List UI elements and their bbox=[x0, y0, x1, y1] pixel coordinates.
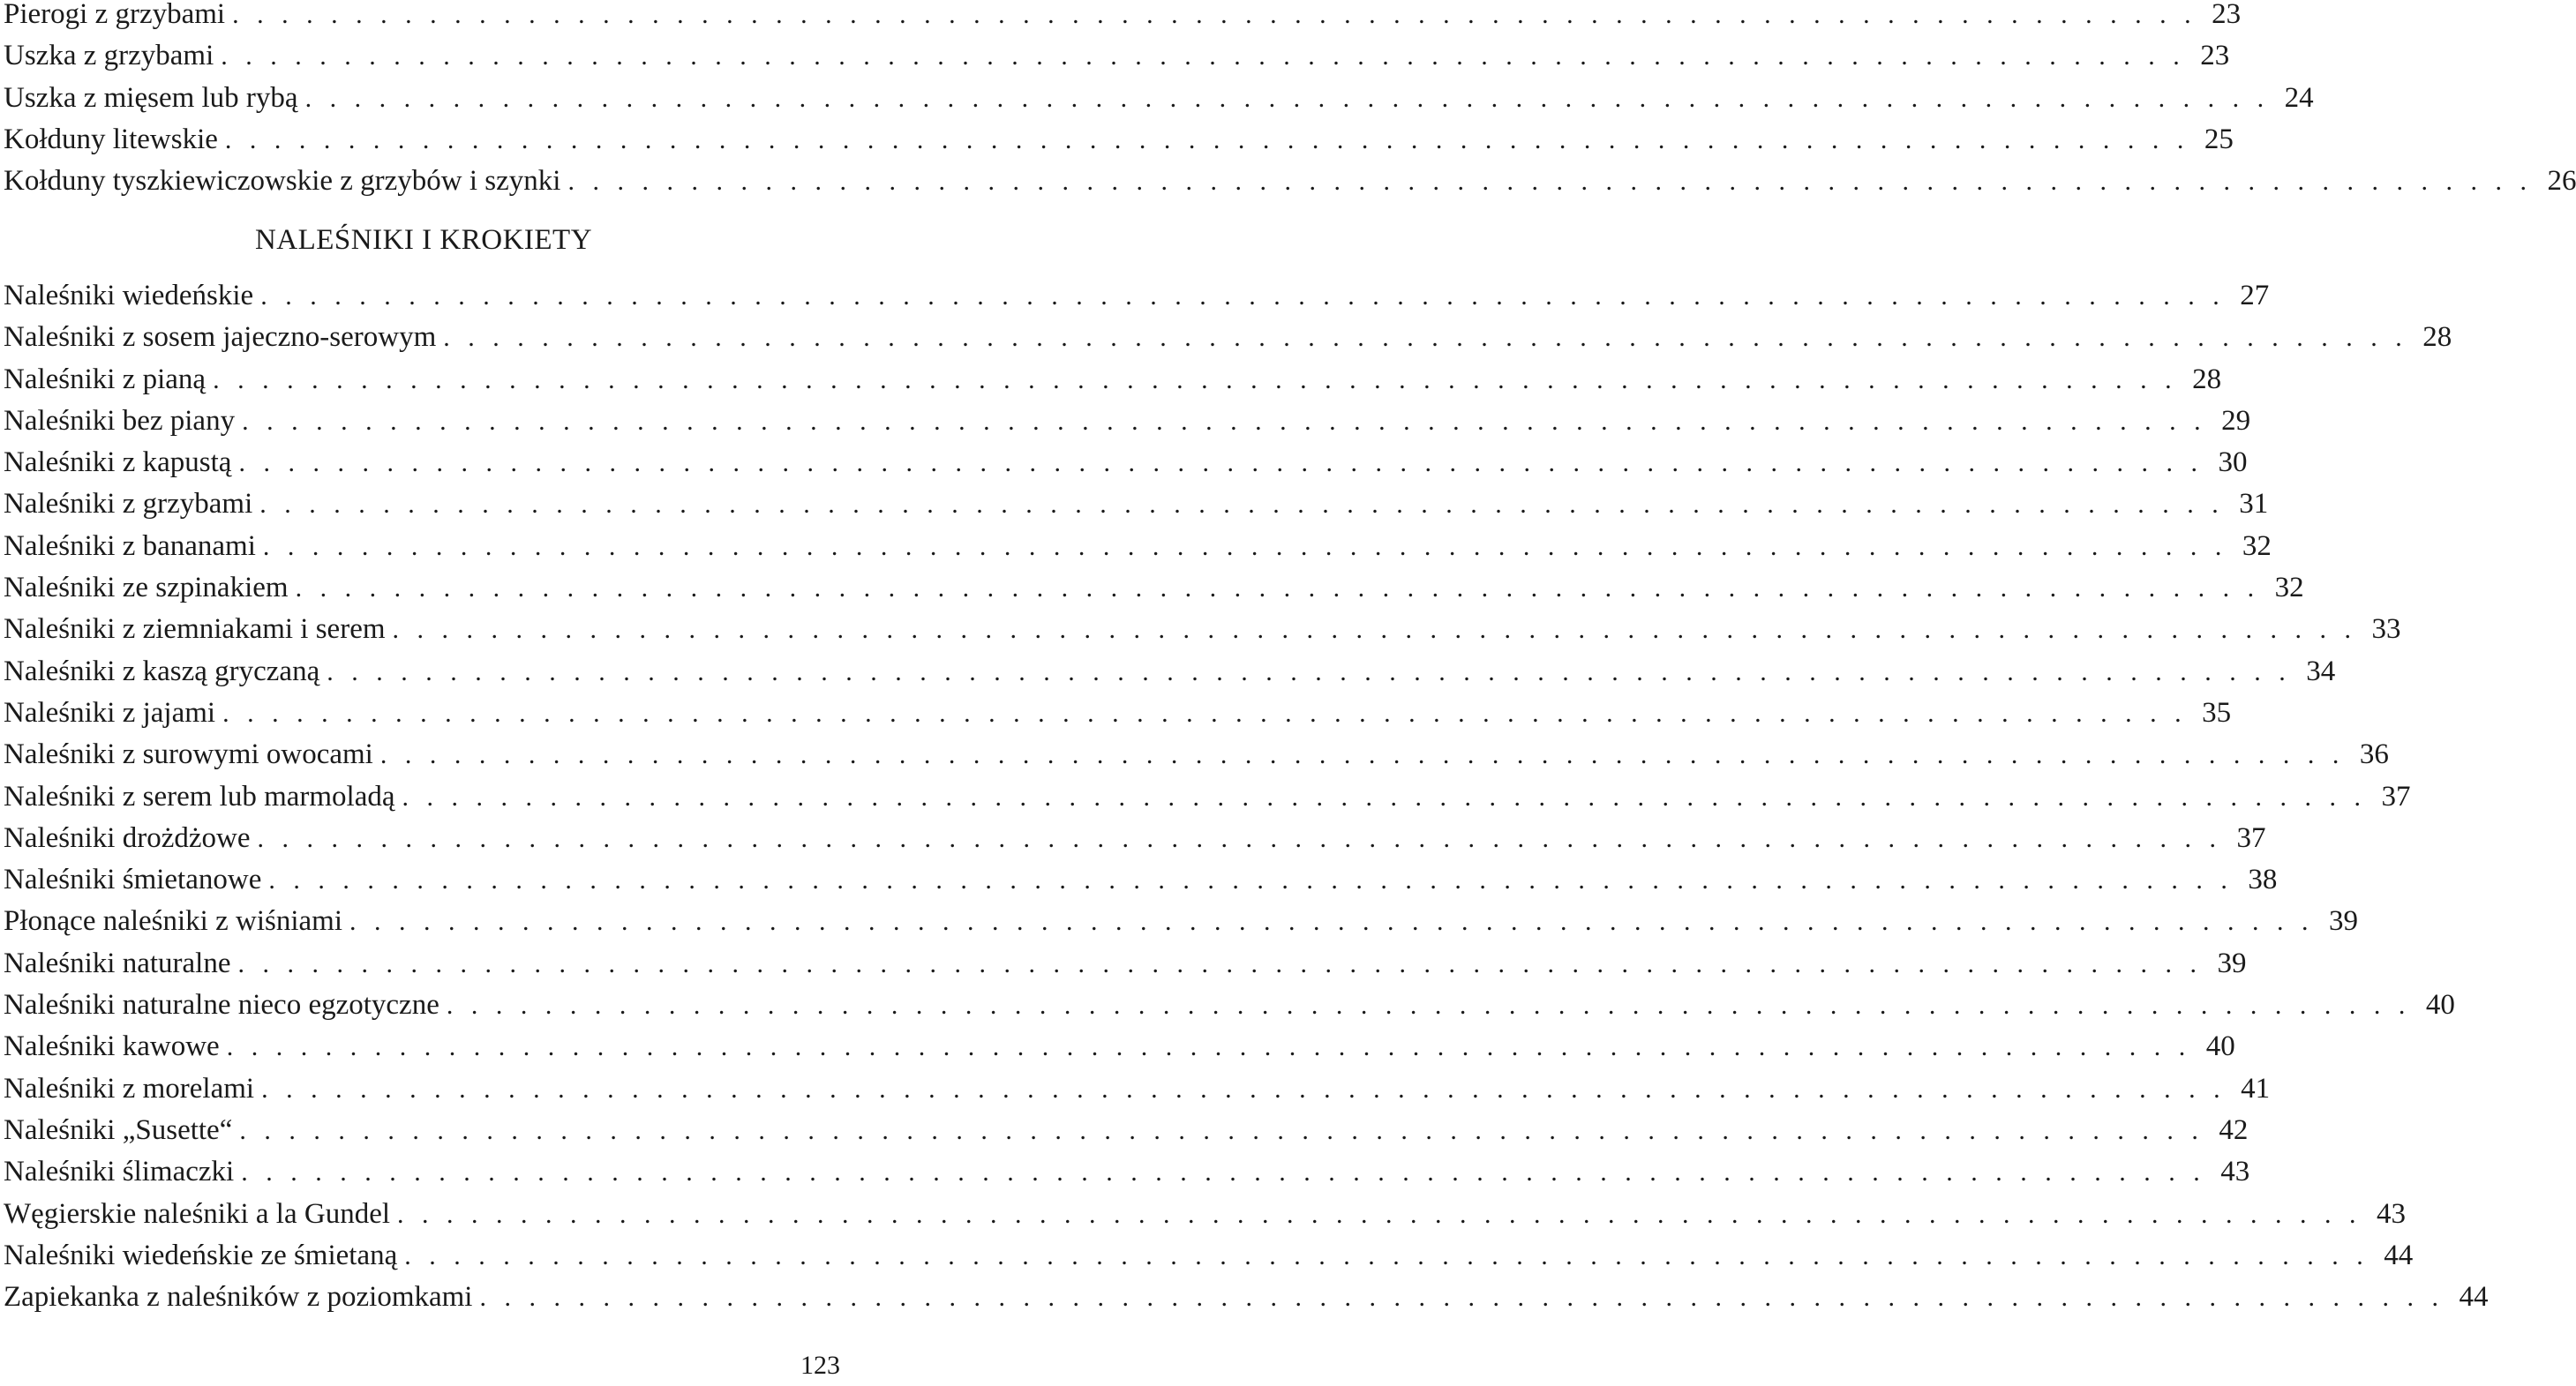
toc-entry-title: Naleśniki kawowe bbox=[4, 1030, 220, 1063]
toc-list-top bbox=[4, 0, 2576, 202]
toc-entry bbox=[4, 651, 2336, 693]
toc-entry-page: 38 bbox=[2248, 864, 2278, 896]
dot-leader: . . . . . . . . . . . . . . . . . . . . . . . . . . . . . . . . . . . . . . . . . . . . . . . . . . . . . . . . . . . . . . . . . . . . . . . . . . . . . . . . bbox=[295, 573, 2260, 603]
dot-leader: . . . . . . . . . . . . . . . . . . . . . . . . . . . . . . . . . . . . . . . . . . . . . . . . . . . . . . . . . . . . . . . . . . . . . . . . . . . . . . . . bbox=[262, 531, 2227, 561]
toc-entry-page: 26 bbox=[2547, 165, 2576, 198]
dot-leader: . . . . . . . . . . . . . . . . . . . . . . . . . . . . . . . . . . . . . . . . . . . . . . . . . . . . . . . . . . . . . . . . . . . . . . . . . . . . . . . . bbox=[241, 1157, 2206, 1187]
toc-entry bbox=[4, 1235, 2414, 1277]
toc-entry bbox=[4, 483, 2269, 525]
toc-entry-page: 25 bbox=[2204, 123, 2234, 155]
toc-entry-title: Zapiekanka z naleśników z poziomkami bbox=[4, 1281, 473, 1314]
toc-entry-title: Kołduny litewskie bbox=[4, 123, 218, 155]
toc-entry-page: 43 bbox=[2220, 1156, 2250, 1188]
toc-entry-title: Uszka z grzybami bbox=[4, 40, 214, 72]
dot-leader: . . . . . . . . . . . . . . . . . . . . . . . . . . . . . . . . . . . . . . . . . . . . . . . . . . . . . . . . . . . . . . . . . . . . . . . . . . . . . . . . bbox=[397, 1199, 2362, 1229]
dot-leader: . . . . . . . . . . . . . . . . . . . . . . . . . . . . . . . . . . . . . . . . . . . . . . . . . . . . . . . . . . . . . . . . . . . . . . . . . . . . . . . . bbox=[379, 740, 2345, 770]
toc-entry-page: 28 bbox=[2422, 321, 2452, 354]
toc-entry bbox=[4, 442, 2248, 483]
dot-leader: . . . . . . . . . . . . . . . . . . . . . . . . . . . . . . . . . . . . . . . . . . . . . . . . . . . . . . . . . . . . . . . . . . . . . . . . . . . . . . . . bbox=[239, 1115, 2204, 1145]
toc-entry bbox=[4, 609, 2401, 650]
toc-entry-title: Naleśniki ślimaczki bbox=[4, 1156, 235, 1188]
toc-entry-page: 35 bbox=[2202, 696, 2232, 729]
toc-entry-title: Naleśniki śmietanowe bbox=[4, 864, 262, 896]
toc-entry-title: Naleśniki ze szpinakiem bbox=[4, 572, 289, 604]
dot-leader: . . . . . . . . . . . . . . . . . . . . . . . . . . . . . . . . . . . . . . . . . . . . . . . . . . . . . . . . . . . . . . . . . . . . . . . . . . . . . . . . bbox=[238, 448, 2204, 478]
dot-leader: . . . . . . . . . . . . . . . . . . . . . . . . . . . . . . . . . . . . . . . . . . . . . . . . . . . . . . . . . . . . . . . . . . . . . . . . . . . . . . . . bbox=[257, 823, 2222, 853]
dot-leader: . . . . . . . . . . . . . . . . . . . . . . . . . . . . . . . . . . . . . . . . . . . . . . . . . . . . . . . . . . . . . . . . . . . . . . . . . . . . . . . . bbox=[213, 364, 2178, 394]
dot-leader: . . . . . . . . . . . . . . . . . . . . . . . . . . . . . . . . . . . . . . . . . . . . . . . . . . . . . . . . . . . . . . . . . . . . . . . . . . . . . . . . bbox=[259, 490, 2225, 520]
toc-entry bbox=[4, 818, 2266, 859]
toc-entry-page: 30 bbox=[2218, 446, 2248, 479]
toc-entry-page: 29 bbox=[2221, 404, 2251, 437]
toc-entry bbox=[4, 35, 2230, 77]
toc-entry-title: Naleśniki bez piany bbox=[4, 404, 236, 437]
toc-entry bbox=[4, 901, 2358, 942]
dot-leader: . . . . . . . . . . . . . . . . . . . . . . . . . . . . . . . . . . . . . . . . . . . . . . . . . . . . . . . . . . . . . . . . . . . . . . . . . . . . . . . . bbox=[392, 615, 2357, 645]
toc-entry-title: Naleśniki z bananami bbox=[4, 529, 256, 562]
section-heading: NALEŚNIKI I KROKIETY bbox=[254, 224, 593, 256]
toc-entry bbox=[4, 776, 2411, 818]
dot-leader: . . . . . . . . . . . . . . . . . . . . . . . . . . . . . . . . . . . . . . . . . . . . . . . . . . . . . . . . . . . . . . . . . . . . . . . . . . . . . . . . bbox=[261, 1074, 2227, 1104]
toc-entry bbox=[4, 1194, 2407, 1235]
dot-leader: . . . . . . . . . . . . . . . . . . . . . . . . . . . . . . . . . . . . . . . . . . . . . . . . . . . . . . . . . . . . . . . . . . . . . . . . . . . . . . . . bbox=[567, 167, 2533, 197]
toc-entry-page: 40 bbox=[2205, 1030, 2235, 1063]
toc-entry-title: Płonące naleśniki z wiśniami bbox=[4, 905, 342, 938]
toc-entry bbox=[4, 78, 2314, 119]
toc-entry-title: Kołduny tyszkiewiczowskie z grzybów i szynki bbox=[4, 165, 561, 198]
toc-entry-title: Naleśniki z ziemniakami i serem bbox=[4, 613, 386, 646]
toc-entry-title: Naleśniki wiedeńskie bbox=[4, 280, 254, 311]
toc-entry-page: 40 bbox=[2425, 989, 2455, 1022]
toc-entry-title: Naleśniki z kapustą bbox=[4, 446, 232, 479]
toc-entry bbox=[4, 1068, 2271, 1110]
toc-entry-title: Naleśniki z surowymi owocami bbox=[4, 738, 373, 771]
toc-entry-page: 37 bbox=[2381, 780, 2411, 813]
toc-entry-page: 32 bbox=[2274, 572, 2304, 604]
dot-leader: . . . . . . . . . . . . . . . . . . . . . . . . . . . . . . . . . . . . . . . . . . . . . . . . . . . . . . . . . . . . . . . . . . . . . . . . . . . . . . . . bbox=[260, 281, 2226, 311]
dot-leader: . . . . . . . . . . . . . . . . . . . . . . . . . . . . . . . . . . . . . . . . . . . . . . . . . . . . . . . . . . . . . . . . . . . . . . . . . . . . . . . . bbox=[446, 991, 2411, 1021]
toc-entry bbox=[4, 359, 2222, 401]
dot-leader: . . . . . . . . . . . . . . . . . . . . . . . . . . . . . . . . . . . . . . . . . . . . . . . . . . . . . . . . . . . . . . . . . . . . . . . . . . . . . . . . bbox=[232, 0, 2197, 29]
dot-leader: . . . . . . . . . . . . . . . . . . . . . . . . . . . . . . . . . . . . . . . . . . . . . . . . . . . . . . . . . . . . . . . . . . . . . . . . . . . . . . . . bbox=[268, 865, 2234, 895]
toc-entry bbox=[4, 859, 2278, 901]
toc-entry-title: Naleśniki z morelami bbox=[4, 1072, 255, 1105]
dot-leader: . . . . . . . . . . . . . . . . . . . . . . . . . . . . . . . . . . . . . . . . . . . . . . . . . . . . . . . . . . . . . . . . . . . . . . . . . . . . . . . . bbox=[226, 1032, 2191, 1062]
dot-leader: . . . . . . . . . . . . . . . . . . . . . . . . . . . . . . . . . . . . . . . . . . . . . . . . . . . . . . . . . . . . . . . . . . . . . . . . . . . . . . . . bbox=[221, 41, 2186, 71]
toc-list-main bbox=[4, 275, 2489, 1318]
toc-entry-title: Uszka z mięsem lub rybą bbox=[4, 81, 298, 114]
toc-entry-page: 31 bbox=[2239, 488, 2269, 521]
dot-leader: . . . . . . . . . . . . . . . . . . . . . . . . . . . . . . . . . . . . . . . . . . . . . . . . . . . . . . . . . . . . . . . . . . . . . . . . . . . . . . . . bbox=[237, 948, 2203, 978]
toc-entry bbox=[4, 567, 2304, 609]
toc-entry-title: Naleśniki z jajami bbox=[4, 696, 216, 729]
dot-leader: . . . . . . . . . . . . . . . . . . . . . . . . . . . . . . . . . . . . . . . . . . . . . . . . . . . . . . . . . . . . . . . . . . . . . . . . . . . . . . . . bbox=[304, 83, 2270, 113]
toc-entry-page: 44 bbox=[2384, 1239, 2414, 1271]
toc-entry bbox=[4, 401, 2251, 442]
toc-entry-title: Naleśniki naturalne bbox=[4, 947, 231, 979]
toc-entry-page: 34 bbox=[2306, 655, 2336, 687]
toc-entry bbox=[4, 0, 2242, 35]
toc-entry-title: Naleśniki naturalne nieco egzotyczne bbox=[4, 989, 439, 1022]
toc-entry-title: Naleśniki z kaszą gryczaną bbox=[4, 655, 320, 687]
dot-leader: . . . . . . . . . . . . . . . . . . . . . . . . . . . . . . . . . . . . . . . . . . . . . . . . . . . . . . . . . . . . . . . . . . . . . . . . . . . . . . . . bbox=[479, 1283, 2445, 1313]
toc-entry bbox=[4, 119, 2234, 161]
toc-entry-page: 44 bbox=[2459, 1281, 2489, 1314]
toc-entry bbox=[4, 275, 2270, 317]
toc-entry-page: 36 bbox=[2359, 738, 2389, 771]
toc-entry-page: 42 bbox=[2219, 1113, 2249, 1146]
dot-leader: . . . . . . . . . . . . . . . . . . . . . . . . . . . . . . . . . . . . . . . . . . . . . . . . . . . . . . . . . . . . . . . . . . . . . . . . . . . . . . . . bbox=[404, 1240, 2369, 1270]
dot-leader: . . . . . . . . . . . . . . . . . . . . . . . . . . . . . . . . . . . . . . . . . . . . . . . . . . . . . . . . . . . . . . . . . . . . . . . . . . . . . . . . bbox=[402, 782, 2367, 812]
toc-entry-page: 23 bbox=[2200, 40, 2230, 72]
toc-entry bbox=[4, 985, 2455, 1026]
page-number: 123 bbox=[800, 1351, 840, 1380]
toc-entry-page: 27 bbox=[2240, 280, 2270, 311]
toc-entry bbox=[4, 1277, 2489, 1318]
toc-entry-page: 39 bbox=[2329, 905, 2358, 938]
toc-entry-title: Naleśniki wiedeńskie ze śmietaną bbox=[4, 1239, 398, 1271]
toc-entry-page: 37 bbox=[2236, 821, 2266, 854]
toc-entry-title: Naleśniki z sosem jajeczno-serowym bbox=[4, 321, 437, 354]
toc-entry-title: Pierogi z grzybami bbox=[4, 0, 226, 30]
toc-entry-title: Naleśniki z grzybami bbox=[4, 488, 253, 521]
toc-entry-page: 28 bbox=[2192, 363, 2222, 395]
toc-entry-title: Naleśniki „Susette“ bbox=[4, 1113, 233, 1146]
dot-leader: . . . . . . . . . . . . . . . . . . . . . . . . . . . . . . . . . . . . . . . . . . . . . . . . . . . . . . . . . . . . . . . . . . . . . . . . . . . . . . . . bbox=[224, 124, 2189, 154]
toc-entry bbox=[4, 693, 2232, 734]
dot-leader: . . . . . . . . . . . . . . . . . . . . . . . . . . . . . . . . . . . . . . . . . . . . . . . . . . . . . . . . . . . . . . . . . . . . . . . . . . . . . . . . bbox=[242, 406, 2207, 436]
toc-entry-page: 43 bbox=[2377, 1197, 2407, 1230]
toc-entry-title: Naleśniki drożdżowe bbox=[4, 821, 251, 854]
toc-entry-page: 32 bbox=[2242, 529, 2272, 562]
toc-entry-title: Węgierskie naleśniki a la Gundel bbox=[4, 1197, 391, 1230]
toc-entry bbox=[4, 1026, 2235, 1068]
dot-leader: . . . . . . . . . . . . . . . . . . . . . . . . . . . . . . . . . . . . . . . . . . . . . . . . . . . . . . . . . . . . . . . . . . . . . . . . . . . . . . . . bbox=[349, 907, 2314, 937]
toc-entry-page: 24 bbox=[2284, 81, 2314, 114]
dot-leader: . . . . . . . . . . . . . . . . . . . . . . . . . . . . . . . . . . . . . . . . . . . . . . . . . . . . . . . . . . . . . . . . . . . . . . . . . . . . . . . . bbox=[443, 323, 2408, 353]
toc-entry-page: 23 bbox=[2212, 0, 2242, 30]
dot-leader: . . . . . . . . . . . . . . . . . . . . . . . . . . . . . . . . . . . . . . . . . . . . . . . . . . . . . . . . . . . . . . . . . . . . . . . . . . . . . . . . bbox=[327, 656, 2292, 686]
dot-leader: . . . . . . . . . . . . . . . . . . . . . . . . . . . . . . . . . . . . . . . . . . . . . . . . . . . . . . . . . . . . . . . . . . . . . . . . . . . . . . . . bbox=[222, 698, 2188, 728]
toc-entry-title: Naleśniki z serem lub marmoladą bbox=[4, 780, 395, 813]
toc-entry bbox=[4, 526, 2272, 567]
toc-entry-page: 33 bbox=[2371, 613, 2401, 646]
toc-entry-page: 39 bbox=[2217, 947, 2247, 979]
toc-entry bbox=[4, 317, 2452, 358]
toc-entry bbox=[4, 1151, 2250, 1193]
toc-entry bbox=[4, 734, 2389, 775]
toc-entry bbox=[4, 161, 2576, 202]
toc-entry bbox=[4, 943, 2247, 985]
toc-entry-page: 41 bbox=[2241, 1072, 2271, 1105]
toc-entry-title: Naleśniki z pianą bbox=[4, 363, 207, 395]
toc-entry bbox=[4, 1110, 2249, 1151]
